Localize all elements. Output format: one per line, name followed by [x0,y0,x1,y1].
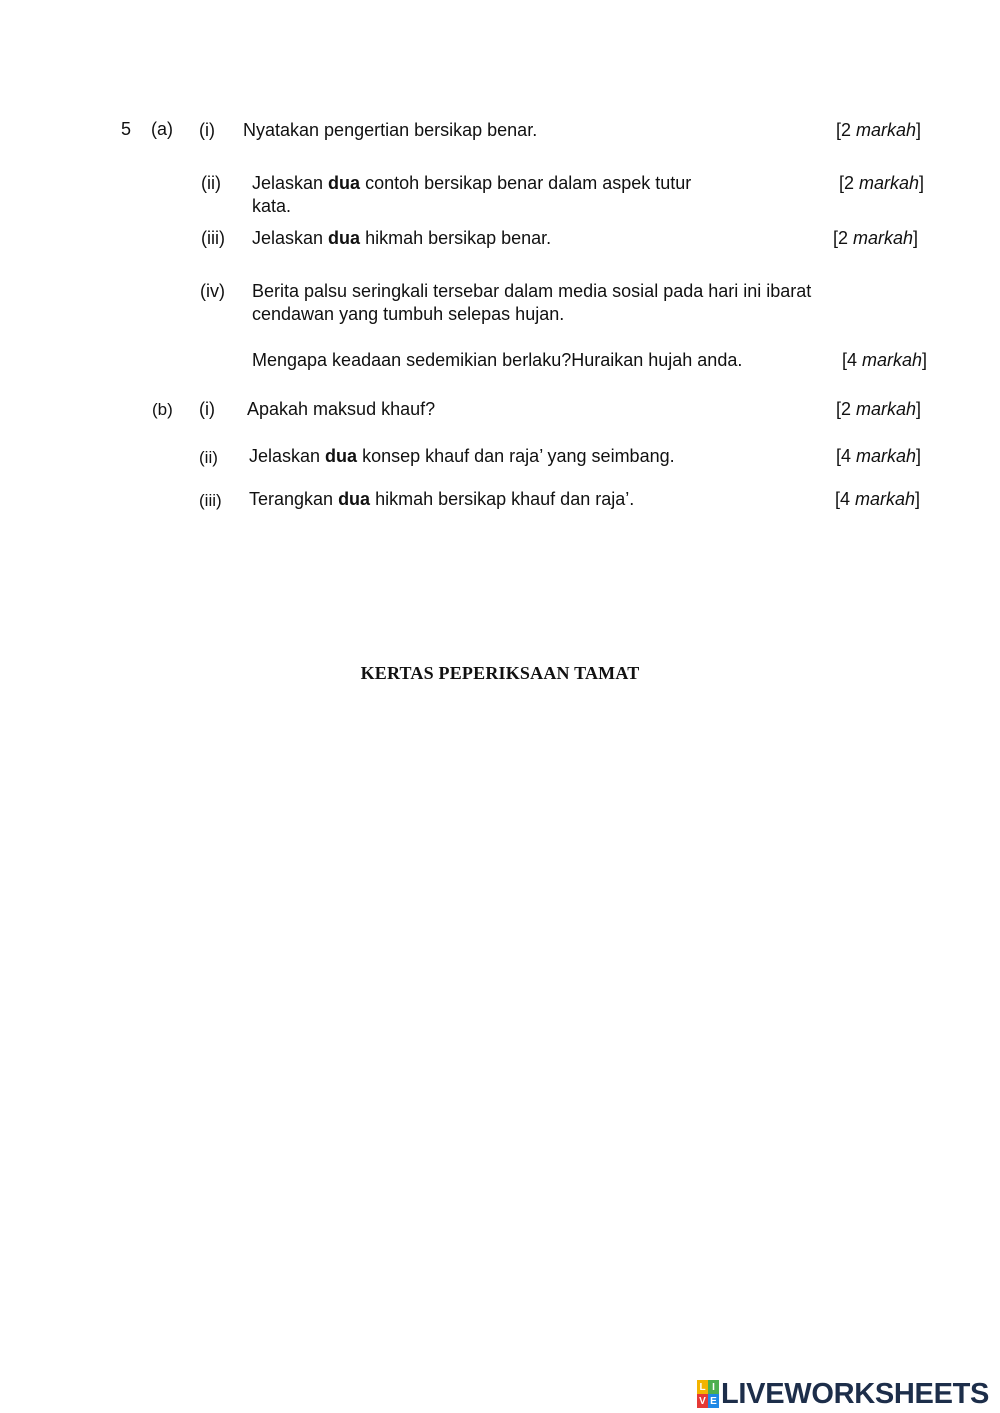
part-b-label: (b) [152,400,173,419]
subq-a-iv-number: (iv) [200,281,225,301]
subq-b-iii-text: Terangkan dua hikmah bersikap khauf dan raja’. [249,489,635,509]
subq-a-iv-text-line2: cendawan yang tumbuh selepas hujan. [252,304,565,324]
exam-end-title: KERTAS PEPERIKSAAN TAMAT [360,663,640,683]
subq-a-iii-number: (iii) [201,228,225,248]
logo-letter-i: I [708,1380,719,1394]
question-number: 5 [121,119,132,139]
subq-a-iii-marks: [2 markah] [833,228,919,248]
subq-a-iv-marks: [4 markah] [842,350,928,370]
subq-b-iii-marks: [4 markah] [835,489,921,509]
subq-b-i-marks: [2 markah] [836,399,922,419]
subq-a-iii-text: Jelaskan dua hikmah bersikap benar. [252,228,552,248]
subq-a-i-number: (i) [199,120,215,140]
subq-a-ii-marks: [2 markah] [839,173,925,193]
logo-letter-v: V [697,1394,708,1408]
subq-a-ii-text: Jelaskan dua contoh bersikap benar dalam aspek tutur [252,173,692,193]
subq-b-ii-marks: [4 markah] [836,446,922,466]
subq-b-ii-text: Jelaskan dua konsep khauf dan raja’ yang seimbang. [249,446,675,466]
subq-b-i-text: Apakah maksud khauf? [247,399,436,419]
subq-a-ii-text-line2: kata. [252,196,292,216]
subq-a-iv-question: Mengapa keadaan sedemikian berlaku?Huraikan hujah anda. [252,350,743,370]
liveworksheets-logo-text: LIVEWORKSHEETS [721,1377,990,1410]
subq-a-i-marks: [2 markah] [836,120,922,140]
part-a-label: (a) [151,119,173,139]
logo-letter-l: L [697,1380,708,1394]
subq-a-ii-number: (ii) [201,173,221,193]
subq-a-iv-text-line1: Berita palsu seringkali tersebar dalam media sosial pada hari ini ibarat [252,281,812,301]
liveworksheets-logo [697,1378,989,1410]
subq-b-ii-number: (ii) [199,448,218,467]
subq-a-i-text: Nyatakan pengertian bersikap benar. [243,120,538,140]
logo-letter-e: E [708,1394,719,1408]
liveworksheets-logo-icon [697,1380,719,1408]
subq-b-i-number: (i) [199,399,215,419]
subq-b-iii-number: (iii) [199,491,222,510]
